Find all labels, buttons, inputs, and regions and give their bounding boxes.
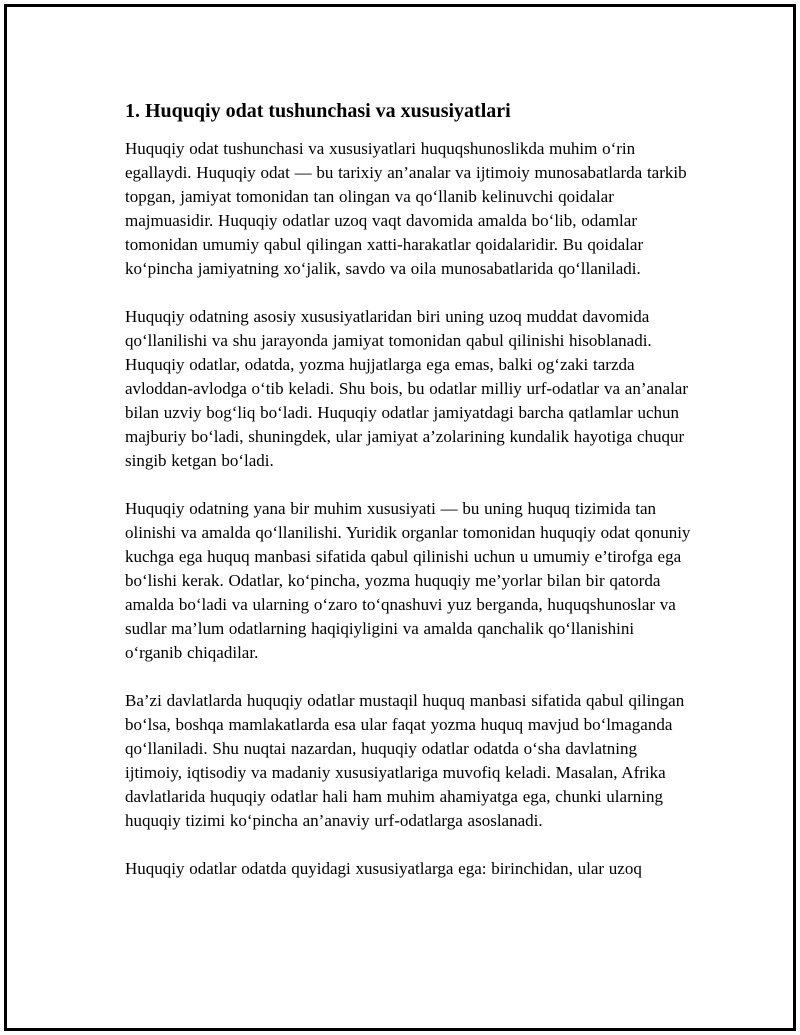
page-frame <box>4 4 796 1031</box>
paragraph-2: Huquqiy odatning asosiy xususiyatlaridan biri uning uzoq muddat davomida qo‘llanilishi va shu jarayonda jamiyat tomonidan qabul qilinishi hisoblanadi. Huquqiy odatlar, odatda, yozma hujjatlarga ega emas, balki og‘zaki tarzda avloddan-avlodga o‘tib keladi. Shu bois, bu odatlar milliy urf-odatlar va an’analar bilan uzviy bog‘liq bo‘ladi. Huquqiy odatlar jamiyatdagi barcha qatlamlar uchun majburiy bo‘ladi, shuningdek, ular jamiyat a’zolarining kundalik hayotiga chuqur singib ketgan bo‘ladi. <box>125 307 688 470</box>
paragraph-3: Huquqiy odatning yana bir muhim xususiyati — bu uning huquq tizimida tan olinishi va amalda qo‘llanilishi. Yuridik organlar tomonidan huquqiy odat qonuniy kuchga ega huquq manbasi sifatida qabul qilinishi uchun u umumiy e’tirofga ega bo‘lishi kerak. Odatlar, ko‘pincha, yozma huquqiy me’yorlar bilan bir qatorda amalda bo‘ladi va ularning o‘zaro to‘qnashuvi yuz berganda, huquqshunoslar va sudlar ma’lum odatlarning haqiqiyligini va amalda qanchalik qo‘llanishini o‘rganib chiqadilar. <box>125 499 691 662</box>
section-heading: 1. Huquqiy odat tushunchasi va xususiyatlari <box>125 100 511 122</box>
paragraph-5: Huquqiy odatlar odatda quyidagi xususiyatlarga ega: birinchidan, ular uzoq <box>125 859 642 878</box>
paragraph-4: Ba’zi davlatlarda huquqiy odatlar mustaqil huquq manbasi sifatida qabul qilingan bo‘lsa, boshqa mamlakatlarda esa ular faqat yozma huquq mavjud bo‘lmaganda qo‘llaniladi. Shu nuqtai nazardan, huquqiy odatlar odatda o‘sha davlatning ijtimoiy, iqtisodiy va madaniy xususiyatlariga muvofiq keladi. Masalan, Afrika davlatlarida huquqiy odatlar hali ham muhim ahamiyatga ega, chunki ularning huquqiy tizimi ko‘pincha an’anaviy urf-odatlarga asoslanadi. <box>125 691 685 830</box>
document-body <box>125 97 695 905</box>
paragraph-1: Huquqiy odat tushunchasi va xususiyatlari huquqshunoslikda muhim o‘rin egallaydi. Huquqiy odat — bu tarixiy an’analar va ijtimoiy munosabatlarda tarkib topgan, jamiyat tomonidan tan olingan va qo‘llanib kelinuvchi qoidalar majmuasidir. Huquqiy odatlar uzoq vaqt davomida amalda bo‘lib, odamlar tomonidan umumiy qabul qilingan xatti-harakatlar qoidalaridir. Bu qoidalar ko‘pincha jamiyatning xo‘jalik, savdo va oila munosabatlarida qo‘llaniladi. <box>125 139 687 278</box>
